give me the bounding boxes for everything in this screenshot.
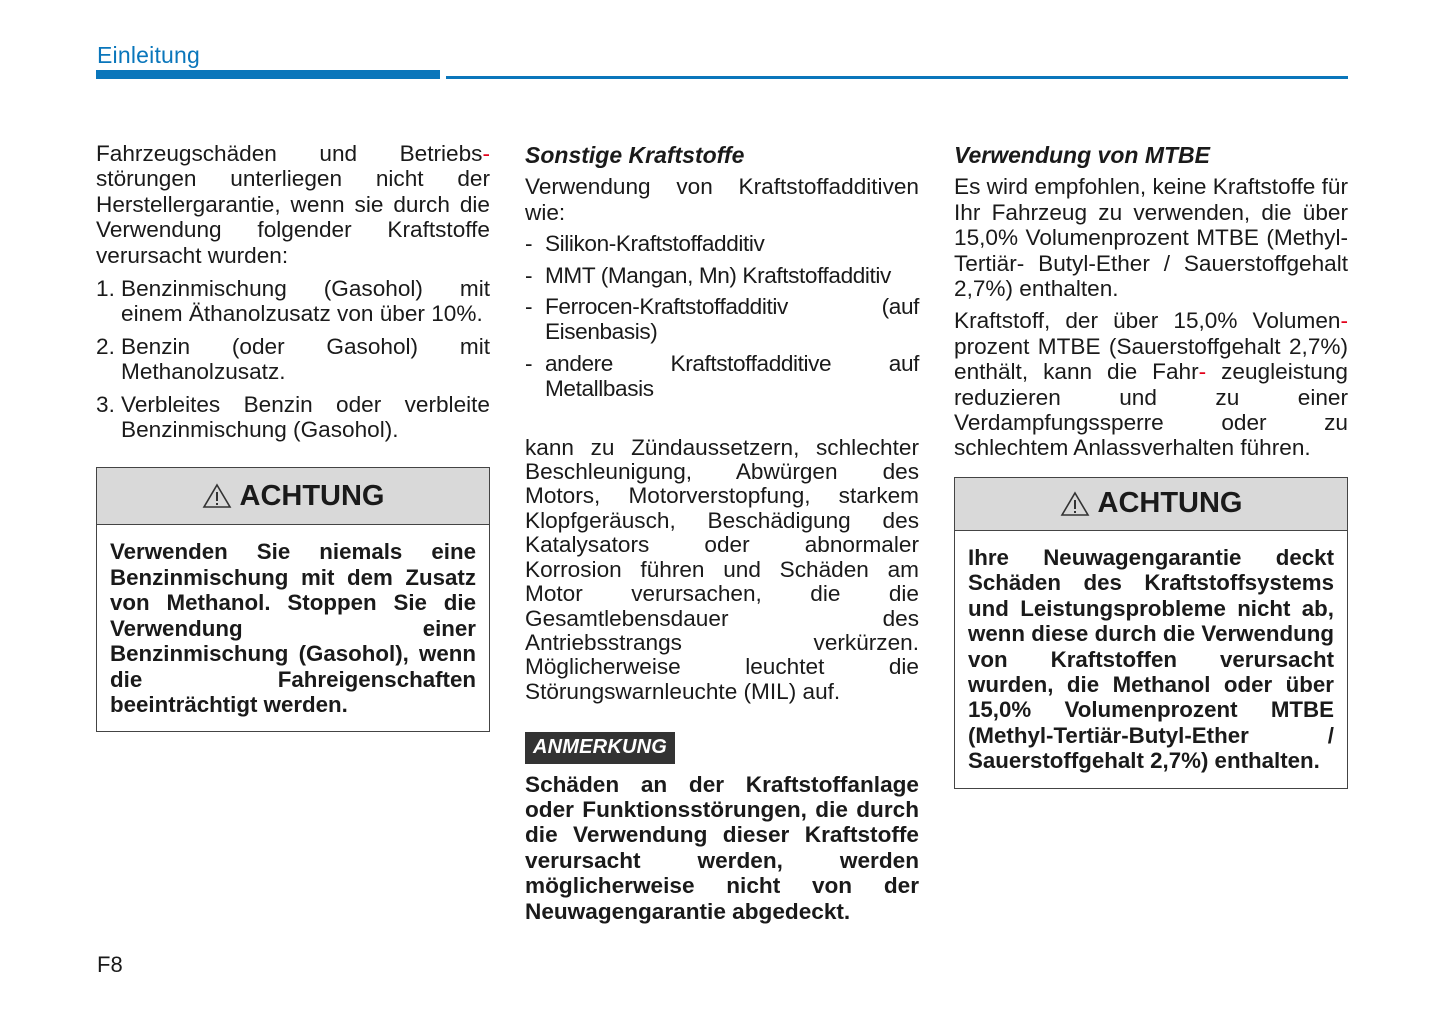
- mtbe-paragraph-1: Es wird empfohlen, keine Kraftstoffe für Ihr Fahrzeug zu verwenden, die über 15,0% Volumenprozent MTBE (Methyl-Tertiär- Butyl-Ether / Sauerstoffgehalt 2,7%) enthalten.: [954, 174, 1348, 302]
- warning-header: [97, 468, 489, 525]
- column-middle: [525, 141, 919, 924]
- subheading-other-fuels: Sonstige Kraftstoffe: [525, 142, 745, 168]
- header-accent-bar: [96, 70, 440, 79]
- note-label: ANMERKUNG: [525, 732, 675, 763]
- note-text: Schäden an der Kraftstoffanlage oder Funktionsstörungen, die durch die Verwendung dieser Kraftstoffe verursacht werden, werden möglicherweise nicht von der Neuwagengarantie abgedeckt.: [525, 771, 919, 924]
- column-left: [96, 141, 490, 732]
- list-item: - andere Kraftstoffadditive auf Metallbasis: [525, 350, 919, 402]
- warning-box: [954, 477, 1348, 789]
- list-item: - MMT (Mangan, Mn) Kraftstoffadditiv: [525, 262, 891, 288]
- warning-title: ACHTUNG: [239, 479, 385, 512]
- intro-paragraph: Fahrzeugschäden und Betriebs- störungen unterliegen nicht der Herstellergarantie, wenn sie durch die Verwendung folgender Kraftstoffe verursacht wurden:: [96, 141, 490, 268]
- list-item: - Silikon-Kraftstoffadditiv: [525, 231, 765, 257]
- additive-list: [525, 231, 919, 401]
- warning-text: Verwenden Sie niemals eine Benzinmischung mit dem Zusatz von Methanol. Stoppen Sie die Verwendung einer Benzinmischung (Gasohol), wenn die Fahreigenschaften beeinträchtigt werden.: [110, 539, 476, 717]
- list-item: 1. Benzinmischung (Gasohol) mit einem Äthanolzusatz von über 10%.: [96, 276, 490, 327]
- warning-triangle-icon: [202, 483, 232, 509]
- list-item: 2. Benzin (oder Gasohol) mit Methanolzusatz.: [96, 333, 490, 385]
- warning-box: [96, 467, 490, 732]
- consequence-paragraph: kann zu Zündaussetzern, schlechter Beschleunigung, Abwürgen des Motors, Motorverstopfung, starkem Klopfgeräusch, Beschädigung des Katalysators oder abnormaler Korrosion führen und Schäden am Motor verursachen, die die Gesamtlebensdauer des Antriebsstrangs verkürzen. Möglicherweise leuchtet die Störungswarnleuchte (MIL) auf.: [525, 434, 919, 704]
- warning-triangle-icon: [1060, 491, 1090, 517]
- section-title: Einleitung: [97, 42, 201, 68]
- note-section: [525, 732, 919, 924]
- page-number: F8: [97, 952, 123, 977]
- warning-header: [955, 478, 1347, 531]
- warning-text: Ihre Neuwagengarantie deckt Schäden des Kraftstoffsystems und Leistungsprobleme nicht ab, wenn diese durch die Verwendung von Kraftstoffen verursacht wurden, die Methanol oder über 15,0% Volumenprozent MTBE (Methyl-Tertiär-Butyl-Ether / Sauerstoffgehalt 2,7%) enthalten.: [968, 544, 1334, 774]
- mtbe-paragraph-2: Kraftstoff, der über 15,0% Volumen- prozent MTBE (Sauerstoffgehalt 2,7%) enthält, kann die Fahr- zeugleistung reduzieren und zu einer Verdampfungssperre oder zu schlechtem Anlassverhalten führen.: [954, 308, 1348, 461]
- column-right: [954, 141, 1348, 789]
- warning-title: ACHTUNG: [1097, 487, 1243, 520]
- header-rule: [446, 76, 1348, 79]
- list-item: 3. Verbleites Benzin oder verbleite Benzinmischung (Gasohol).: [96, 391, 490, 443]
- list-item: - Ferrocen-Kraftstoffadditiv (auf Eisenbasis): [525, 294, 919, 345]
- additives-intro: Verwendung von Kraftstoffadditiven wie:: [525, 174, 919, 225]
- subheading-mtbe: Verwendung von MTBE: [954, 142, 1210, 168]
- fuel-list: [96, 276, 490, 442]
